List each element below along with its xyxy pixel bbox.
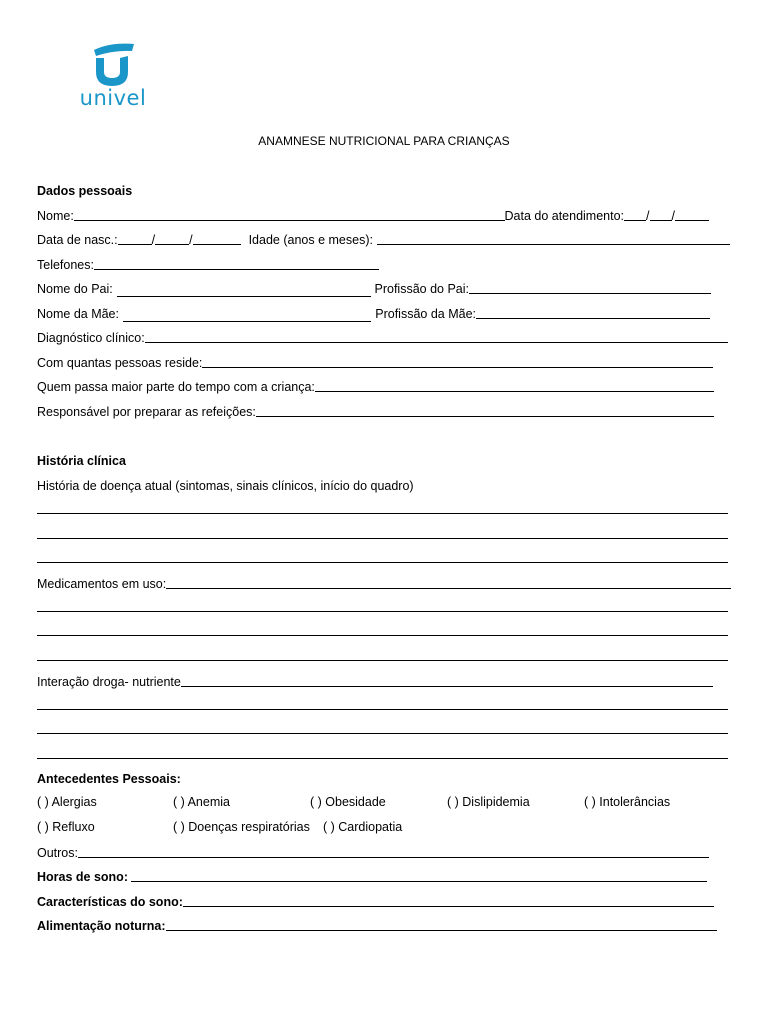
row-name: Nome: Data do atendimento: / / (37, 206, 709, 224)
mother-job-label: Profissão da Mãe: (375, 307, 476, 321)
attendance-month-field[interactable] (650, 208, 672, 221)
row-mother (37, 304, 710, 322)
row-night-feeding (37, 916, 717, 934)
row-current-illness (37, 476, 730, 494)
birth-day-field[interactable] (118, 232, 152, 245)
medications-line-1[interactable] (37, 611, 728, 612)
mother-job-field[interactable] (476, 306, 710, 319)
name-field[interactable] (74, 208, 505, 221)
household-label: Com quantas pessoas reside: (37, 356, 203, 370)
logo-text: univel (79, 86, 147, 110)
attendance-year-field[interactable] (675, 208, 709, 221)
row-meals (37, 402, 714, 420)
interaction-line-3[interactable] (37, 758, 728, 759)
section-heading-clinical: História clínica (37, 454, 126, 468)
mother-name-label: Nome da Mãe: (37, 307, 119, 321)
row-birth: Data de nasc.: / / Idade (anos e meses): (37, 230, 730, 248)
section-personal (37, 181, 730, 199)
attendance-day-field[interactable] (624, 208, 646, 221)
meals-label: Responsável por preparar as refeições: (37, 405, 256, 419)
interaction-label: Interação droga- nutriente (37, 675, 181, 689)
phones-field[interactable] (94, 257, 379, 270)
univel-logo-mark-icon (88, 42, 138, 88)
current-illness-line-1[interactable] (37, 513, 728, 514)
current-illness-line-3[interactable] (37, 562, 728, 563)
diagnosis-field[interactable] (145, 330, 728, 343)
section-heading-personal: Dados pessoais (37, 184, 133, 198)
option-cardiopathy[interactable]: ( ) Cardiopatia (323, 820, 403, 834)
father-job-label: Profissão do Pai: (374, 282, 469, 296)
option-reflux[interactable]: ( ) Refluxo (37, 820, 95, 834)
option-respiratory[interactable]: ( ) Doenças respiratórias (173, 820, 310, 834)
sleep-traits-field[interactable] (183, 894, 714, 907)
row-sleep-traits (37, 892, 714, 910)
section-clinical (37, 451, 730, 469)
birth-year-field[interactable] (193, 232, 241, 245)
night-feeding-label: Alimentação noturna: (37, 919, 166, 933)
univel-logo (66, 40, 160, 114)
age-field[interactable] (377, 232, 730, 245)
medications-label: Medicamentos em uso: (37, 577, 167, 591)
medications-line-2[interactable] (37, 635, 728, 636)
row-sleep-hours (37, 867, 707, 885)
option-anemia[interactable]: ( ) Anemia (173, 795, 230, 809)
age-label: Idade (anos e meses): (248, 233, 373, 247)
caregiver-field[interactable] (315, 379, 714, 392)
father-name-label: Nome do Pai: (37, 282, 113, 296)
birth-date-label: Data de nasc.: (37, 233, 118, 247)
attendance-date-label: Data do atendimento: (504, 209, 625, 223)
others-field[interactable] (78, 845, 709, 858)
birth-month-field[interactable] (155, 232, 189, 245)
interaction-field[interactable] (181, 674, 713, 687)
row-household (37, 353, 713, 371)
current-illness-label: História de doença atual (sintomas, sinais clínicos, início do quadro) (37, 479, 414, 493)
father-job-field[interactable] (469, 281, 711, 294)
medications-line-3[interactable] (37, 660, 728, 661)
row-interaction (37, 672, 713, 690)
others-label: Outros: (37, 846, 78, 860)
sleep-hours-label: Horas de sono: (37, 870, 128, 884)
option-allergies[interactable]: ( ) Alergias (37, 795, 97, 809)
name-label: Nome: (37, 209, 74, 223)
option-obesity[interactable]: ( ) Obesidade (310, 795, 386, 809)
medications-field[interactable] (166, 576, 731, 589)
meals-field[interactable] (256, 404, 714, 417)
sleep-traits-label: Características do sono: (37, 895, 183, 909)
phones-label: Telefones: (37, 258, 94, 272)
row-father (37, 279, 711, 297)
row-diagnosis (37, 328, 728, 346)
father-name-field[interactable] (117, 284, 371, 297)
page-title: ANAMNESE NUTRICIONAL PARA CRIANÇAS (258, 134, 510, 148)
sleep-hours-field[interactable] (131, 869, 707, 882)
caregiver-label: Quem passa maior parte do tempo com a criança: (37, 380, 315, 394)
interaction-line-2[interactable] (37, 733, 728, 734)
row-medications (37, 574, 731, 592)
household-field[interactable] (202, 355, 713, 368)
option-dyslipidemia[interactable]: ( ) Dislipidemia (447, 795, 530, 809)
interaction-line-1[interactable] (37, 709, 728, 710)
mother-name-field[interactable] (123, 309, 371, 322)
night-feeding-field[interactable] (166, 918, 718, 931)
diagnosis-label: Diagnóstico clínico: (37, 331, 145, 345)
option-intolerances[interactable]: ( ) Intolerâncias (584, 795, 671, 809)
row-others (37, 843, 709, 861)
section-heading-antecedents: Antecedentes Pessoais: (37, 772, 181, 786)
current-illness-line-2[interactable] (37, 538, 728, 539)
row-caregiver (37, 377, 714, 395)
row-phones (37, 255, 379, 273)
section-antecedents (37, 769, 730, 787)
